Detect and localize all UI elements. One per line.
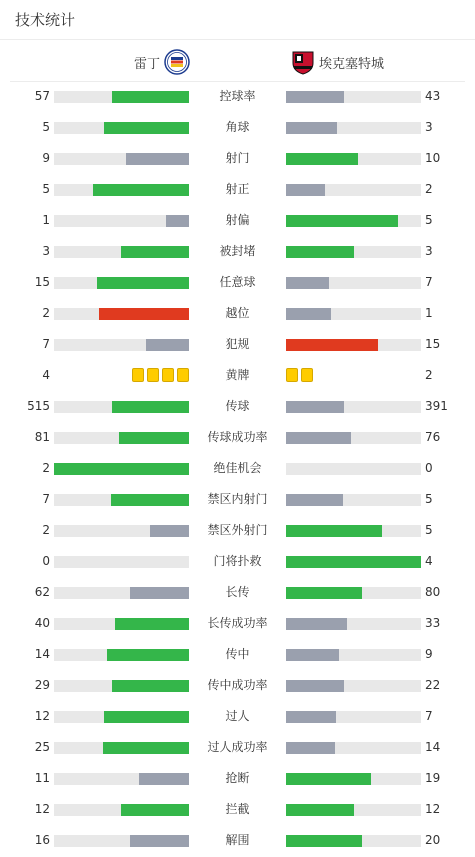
away-bar-fill (286, 804, 354, 816)
home-value: 7 (42, 337, 50, 351)
stat-label: 任意球 (219, 275, 256, 289)
away-value: 4 (425, 554, 433, 568)
home-bar-fill (99, 308, 189, 320)
away-bar-fill (286, 649, 339, 661)
home-value: 2 (42, 306, 50, 320)
home-bar-fill (121, 804, 189, 816)
stat-label: 角球 (225, 120, 250, 134)
away-bar-track (286, 680, 421, 692)
away-value: 5 (425, 492, 433, 506)
away-value: 2 (425, 182, 433, 196)
home-bar-fill (150, 525, 189, 537)
stat-row (0, 670, 475, 701)
stat-label: 传中成功率 (207, 678, 268, 692)
away-bar-track (286, 742, 421, 754)
home-bar-track (54, 525, 189, 537)
away-bar-fill (286, 339, 378, 351)
stat-row (0, 639, 475, 670)
stat-row (0, 546, 475, 577)
away-bar-track (286, 587, 421, 599)
stat-label: 禁区外射门 (207, 523, 268, 537)
yellow-card-icon (162, 368, 174, 382)
away-bar-fill (286, 742, 335, 754)
away-bar-track (286, 122, 421, 134)
home-value: 81 (34, 430, 50, 444)
stat-row (0, 608, 475, 639)
stat-row (0, 391, 475, 422)
away-bar-fill (286, 432, 351, 444)
away-bar-fill (286, 277, 329, 289)
home-bar-track (54, 742, 189, 754)
stat-label: 解围 (225, 833, 250, 847)
home-bar-fill (104, 711, 189, 723)
stat-label: 犯规 (225, 337, 250, 351)
away-bar-track (286, 835, 421, 847)
home-bar-track (54, 246, 189, 258)
home-bar-track (54, 215, 189, 227)
yellow-card-icon (147, 368, 159, 382)
home-bar-fill (126, 153, 189, 165)
home-value: 2 (42, 461, 50, 475)
away-bar-track (286, 463, 421, 475)
home-bar-fill (146, 339, 189, 351)
home-bar-fill (130, 587, 189, 599)
away-bar-track (286, 153, 421, 165)
stat-label: 过人成功率 (207, 740, 268, 754)
home-bar-fill (139, 773, 189, 785)
stat-row (0, 205, 475, 236)
home-value: 3 (42, 244, 50, 258)
stat-label: 传球成功率 (207, 430, 268, 444)
yellow-card-icon (301, 368, 313, 382)
home-value: 9 (42, 151, 50, 165)
home-team[interactable] (134, 49, 190, 75)
away-value: 33 (425, 616, 441, 630)
home-bar-fill (166, 215, 189, 227)
stat-label: 传球 (225, 399, 250, 413)
home-value: 5 (42, 120, 50, 134)
stat-row (0, 701, 475, 732)
home-bar-fill (112, 680, 189, 692)
away-bar-fill (286, 556, 421, 568)
stat-row (0, 267, 475, 298)
away-value: 22 (425, 678, 441, 692)
home-bar-fill (119, 432, 189, 444)
away-value: 7 (425, 275, 433, 289)
yellow-card-icon (286, 368, 298, 382)
away-bar-fill (286, 91, 344, 103)
home-value: 15 (34, 275, 50, 289)
away-bar-fill (286, 246, 354, 258)
away-bar-track (286, 525, 421, 537)
home-value: 1 (42, 213, 50, 227)
stat-label: 门将扑救 (213, 554, 262, 568)
stat-row (0, 174, 475, 205)
exeter-crest-icon (290, 49, 316, 75)
home-bar-track (54, 835, 189, 847)
home-bar-track (54, 649, 189, 661)
away-bar-fill (286, 494, 343, 506)
away-bar-track (286, 649, 421, 661)
home-bar-track (54, 587, 189, 599)
home-bar-fill (112, 91, 189, 103)
away-bar-track (286, 773, 421, 785)
away-bar-track (286, 556, 421, 568)
stat-row (0, 732, 475, 763)
home-bar-track (54, 153, 189, 165)
home-value: 12 (34, 709, 50, 723)
home-bar-track (54, 556, 189, 568)
home-bar-track (54, 618, 189, 630)
home-bar-track (54, 184, 189, 196)
away-bar-track (286, 401, 421, 413)
home-bar-fill (97, 277, 189, 289)
away-value: 12 (425, 802, 441, 816)
home-bar-fill (121, 246, 189, 258)
home-value: 5 (42, 182, 50, 196)
away-value: 19 (425, 771, 441, 785)
away-yellow-cards (286, 368, 313, 382)
away-bar-track (286, 91, 421, 103)
away-bar-fill (286, 587, 362, 599)
away-bar-fill (286, 773, 371, 785)
home-value: 25 (34, 740, 50, 754)
stat-row (0, 360, 475, 391)
home-value: 7 (42, 492, 50, 506)
stat-row (0, 298, 475, 329)
stat-row (0, 794, 475, 825)
stat-row (0, 81, 475, 112)
home-bar-track (54, 494, 189, 506)
stat-label: 长传 (225, 585, 250, 599)
away-value: 1 (425, 306, 433, 320)
home-team-name: 雷丁 (133, 56, 160, 72)
home-bar-track (54, 308, 189, 320)
away-bar-track (286, 711, 421, 723)
stat-label: 射偏 (225, 213, 250, 227)
stat-label: 拦截 (225, 802, 250, 816)
stat-label: 越位 (225, 306, 250, 320)
home-value: 57 (34, 89, 50, 103)
stat-label: 被封堵 (219, 244, 256, 258)
away-bar-track (286, 618, 421, 630)
away-value: 14 (425, 740, 441, 754)
home-bar-track (54, 804, 189, 816)
away-bar-fill (286, 184, 325, 196)
teams-header (10, 41, 465, 82)
away-bar-fill (286, 401, 344, 413)
home-bar-fill (93, 184, 189, 196)
away-team-name: 埃克塞特城 (319, 56, 385, 72)
away-bar-fill (286, 215, 398, 227)
away-bar-track (286, 308, 421, 320)
home-value: 29 (34, 678, 50, 692)
home-bar-fill (130, 835, 189, 847)
away-bar-fill (286, 153, 358, 165)
stat-row (0, 112, 475, 143)
stat-row (0, 422, 475, 453)
stat-label: 绝佳机会 (213, 461, 262, 475)
home-value: 62 (34, 585, 50, 599)
yellow-card-icon (177, 368, 189, 382)
away-value: 76 (425, 430, 441, 444)
stat-label: 控球率 (219, 89, 256, 103)
stat-label: 射正 (225, 182, 250, 196)
stat-label: 抢断 (225, 771, 250, 785)
home-bar-fill (112, 401, 189, 413)
away-bar-track (286, 246, 421, 258)
home-value: 0 (42, 554, 50, 568)
away-bar-fill (286, 308, 331, 320)
home-value: 12 (34, 802, 50, 816)
home-bar-track (54, 432, 189, 444)
home-bar-fill (107, 649, 189, 661)
away-value: 2 (425, 368, 433, 382)
home-yellow-cards (132, 368, 189, 382)
page-title: 技术统计 (15, 11, 76, 29)
away-bar-track (286, 804, 421, 816)
away-bar-track (286, 277, 421, 289)
away-bar-fill (286, 680, 344, 692)
home-value: 11 (34, 771, 50, 785)
title-bar (0, 0, 475, 40)
home-bar-track (54, 680, 189, 692)
away-value: 43 (425, 89, 441, 103)
stat-row (0, 329, 475, 360)
away-value: 5 (425, 523, 433, 537)
home-bar-fill (103, 742, 189, 754)
stat-row (0, 577, 475, 608)
home-value: 14 (34, 647, 50, 661)
stat-row (0, 143, 475, 174)
home-bar-track (54, 463, 189, 475)
away-value: 5 (425, 213, 433, 227)
home-bar-track (54, 122, 189, 134)
away-bar-fill (286, 122, 337, 134)
away-value: 9 (425, 647, 433, 661)
home-bar-track (54, 711, 189, 723)
away-value: 15 (425, 337, 441, 351)
yellow-card-icon (132, 368, 144, 382)
away-value: 10 (425, 151, 441, 165)
away-value: 391 (425, 399, 448, 413)
home-value: 4 (42, 368, 50, 382)
away-value: 7 (425, 709, 433, 723)
away-team[interactable] (290, 49, 384, 75)
away-bar-track (286, 184, 421, 196)
away-value: 20 (425, 833, 441, 847)
stat-label: 黄牌 (225, 368, 250, 382)
home-bar-track (54, 401, 189, 413)
reading-crest-icon (164, 49, 190, 75)
away-bar-track (286, 432, 421, 444)
home-bar-fill (111, 494, 189, 506)
stat-row (0, 515, 475, 546)
stat-label: 传中 (225, 647, 250, 661)
home-value: 2 (42, 523, 50, 537)
home-bar-fill (54, 463, 189, 475)
away-bar-fill (286, 618, 347, 630)
home-bar-track (54, 277, 189, 289)
home-bar-track (54, 91, 189, 103)
away-bar-fill (286, 525, 382, 537)
stats-list (0, 81, 475, 856)
stat-label: 禁区内射门 (207, 492, 268, 506)
stat-row (0, 484, 475, 515)
away-value: 3 (425, 244, 433, 258)
stat-row (0, 236, 475, 267)
home-bar-track (54, 773, 189, 785)
away-value: 80 (425, 585, 441, 599)
stat-row (0, 763, 475, 794)
home-bar-fill (115, 618, 189, 630)
away-bar-fill (286, 835, 362, 847)
home-value: 16 (34, 833, 50, 847)
home-bar-fill (104, 122, 189, 134)
home-bar-track (54, 339, 189, 351)
stat-label: 射门 (225, 151, 250, 165)
home-value: 40 (34, 616, 50, 630)
away-bar-track (286, 215, 421, 227)
away-value: 3 (425, 120, 433, 134)
home-value: 515 (27, 399, 50, 413)
stat-label: 长传成功率 (207, 616, 268, 630)
away-bar-track (286, 339, 421, 351)
stat-label: 过人 (225, 709, 250, 723)
stat-row (0, 453, 475, 484)
stat-row (0, 825, 475, 856)
away-value: 0 (425, 461, 433, 475)
away-bar-track (286, 494, 421, 506)
away-bar-fill (286, 711, 336, 723)
